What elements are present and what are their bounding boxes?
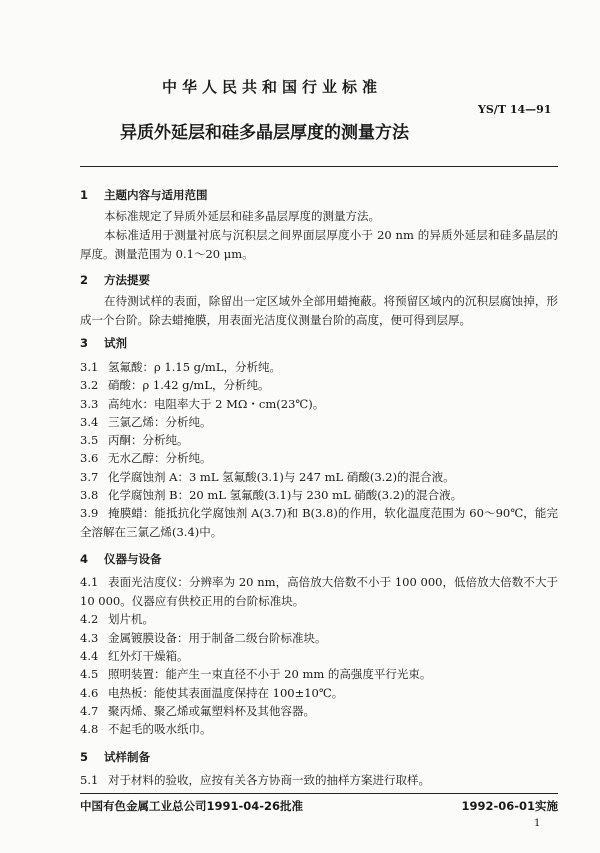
implementation-date: 1992-06-01实施 <box>461 799 558 813</box>
section-heading-5: 5 试样制备 <box>80 750 150 764</box>
footer-rule <box>80 793 558 794</box>
list-item: 4.6 电热板：能使其表面温度保持在 100±10℃。 <box>80 686 344 700</box>
list-item: 4.4 红外灯干燥箱。 <box>80 649 189 663</box>
approval-note: 中国有色金属工业总公司1991-04-26批准 <box>80 799 304 813</box>
header-rule <box>80 166 558 167</box>
list-item: 4.2 划片机。 <box>80 612 154 626</box>
standard-type: 中华人民共和国行业标准 <box>161 78 382 96</box>
paragraph: 本标准规定了异质外延层和硅多晶层厚度的测量方法。 <box>104 209 380 223</box>
list-item: 4.1 表面光洁度仪：分辨率为 20 nm，高倍放大倍数不小于 100 000，低倍放大倍数不大于 10 000。仪器应有供校正用的台阶标准块。 <box>80 575 558 608</box>
list-item: 3.4 三氯乙烯：分析纯。 <box>80 415 212 429</box>
section-heading-1: 1 主题内容与适用范围 <box>80 188 208 202</box>
paragraph: 本标准适用于测量衬底与沉积层之间界面层厚度小于 20 nm 的异质外延层和硅多晶层的厚度。测量范围为 0.1～20 μm。 <box>80 228 558 261</box>
section-heading-2: 2 方法提要 <box>80 273 150 287</box>
list-item: 4.8 不起毛的吸水纸巾。 <box>80 722 212 736</box>
list-item: 4.5 照明装置：能产生一束直径不小于 20 mm 的高强度平行光束。 <box>80 667 432 681</box>
list-item: 3.2 硝酸：ρ 1.42 g/mL，分析纯。 <box>80 378 270 392</box>
list-item: 3.9 掩膜蜡：能抵抗化学腐蚀剂 A(3.7)和 B(3.8)的作用，软化温度范围为 60～90℃，能完全溶解在三氯乙烯(3.4)中。 <box>80 506 558 539</box>
list-item: 3.6 无水乙醇：分析纯。 <box>80 451 212 465</box>
section-heading-4: 4 仪器与设备 <box>80 552 162 566</box>
section-heading-3: 3 试剂 <box>80 336 127 350</box>
list-item: 4.3 金属镀膜设备：用于制备二级台阶标准块。 <box>80 631 327 645</box>
list-item: 4.7 聚丙烯、聚乙烯或氟塑料杯及其他容器。 <box>80 704 315 718</box>
page-number: 1 <box>534 818 541 829</box>
list-item: 3.7 化学腐蚀剂 A：3 mL 氢氟酸(3.1)与 247 mL 硝酸(3.2)的混合液。 <box>80 470 455 484</box>
list-item: 3.3 高纯水：电阻率大于 2 MΩ・cm(23℃)。 <box>80 397 325 411</box>
standard-code: YS/T 14—91 <box>478 103 552 116</box>
list-item: 3.1 氢氟酸：ρ 1.15 g/mL，分析纯。 <box>80 360 281 374</box>
paragraph: 在待测试样的表面，除留出一定区域外全部用蜡掩蔽。将预留区域内的沉积层腐蚀掉，形成一个台阶。除去蜡掩膜，用表面光洁度仪测量台阶的高度，便可得到层厚。 <box>80 294 558 327</box>
list-item: 5.1 对于材料的验收，应按有关各方协商一致的抽样方案进行取样。 <box>80 773 430 787</box>
list-item: 3.8 化学腐蚀剂 B：20 mL 氢氟酸(3.1)与 230 mL 硝酸(3.2)的混合液。 <box>80 488 463 502</box>
list-item: 3.5 丙酮：分析纯。 <box>80 433 189 447</box>
document-title: 异质外延层和硅多晶层厚度的测量方法 <box>120 123 409 143</box>
